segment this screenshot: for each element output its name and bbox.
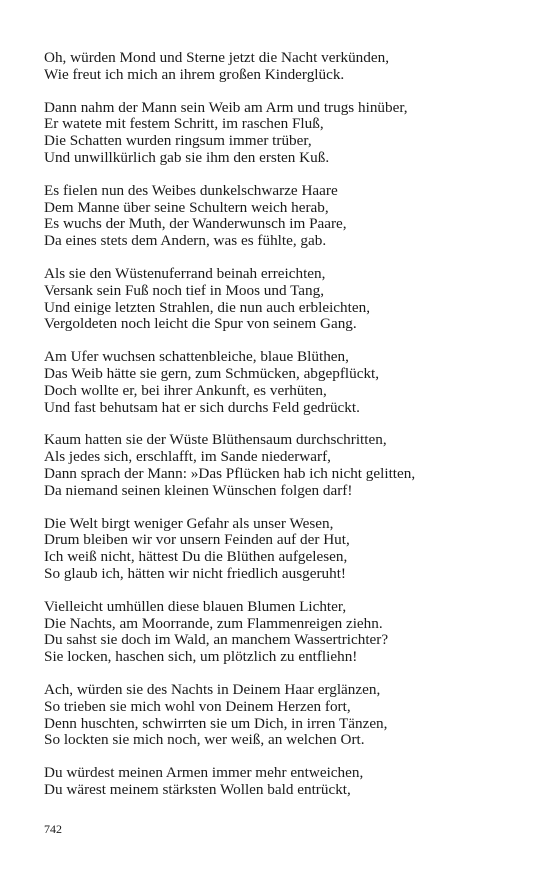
verse-line: Vielleicht umhüllen diese blauen Blumen Lichter,: [44, 597, 347, 615]
verse-line: Dann sprach der Mann: »Das Pflücken hab ich nicht gelitten,: [44, 464, 416, 482]
verse-line: Ach, würden sie des Nachts in Deinem Haar erglänzen,: [44, 680, 381, 698]
verse-line: So trieben sie mich wohl von Deinem Herzen fort,: [44, 697, 351, 715]
verse-line: Da eines stets dem Andern, was es fühlte, gab.: [44, 232, 327, 250]
stanza: [44, 100, 524, 167]
verse-line: Du sahst sie doch im Wald, an manchem Wassertrichter?: [44, 631, 389, 649]
stanza: [44, 599, 524, 666]
stanza: [44, 432, 524, 499]
verse-line: Die Schatten wurden ringsum immer trüber,: [44, 132, 312, 150]
stanza: [44, 765, 524, 799]
verse-line: Die Welt birgt weniger Gefahr als unser Wesen,: [44, 514, 334, 532]
stanza: [44, 266, 524, 333]
verse-line: Dem Manne über seine Schultern weich herab,: [44, 198, 329, 216]
verse-line: Du würdest meinen Armen immer mehr entweichen,: [44, 764, 364, 782]
verse-line: Kaum hatten sie der Wüste Blüthensaum durchschritten,: [44, 431, 387, 449]
stanza: [44, 349, 524, 416]
verse-line: Denn huschten, schwirrten sie um Dich, in irren Tänzen,: [44, 714, 388, 732]
verse-line: Oh, würden Mond und Sterne jetzt die Nacht verkünden,: [44, 49, 390, 66]
verse-line: Dann nahm der Mann sein Weib am Arm und trugs hinüber,: [44, 98, 408, 116]
verse-line: Am Ufer wuchsen schattenbleiche, blaue Blüthen,: [44, 348, 349, 366]
verse-line: Ich weiß nicht, hättest Du die Blüthen aufgelesen,: [44, 548, 348, 566]
stanza: [44, 183, 524, 250]
verse-line: Es wuchs der Muth, der Wanderwunsch im Paare,: [44, 215, 347, 233]
verse-line: Wie freut ich mich an ihrem großen Kinderglück.: [44, 65, 345, 83]
verse-line: So lockten sie mich noch, wer weiß, an welchen Ort.: [44, 731, 365, 749]
stanza: [44, 516, 524, 583]
verse-line: Er watete mit festem Schritt, im raschen Fluß,: [44, 115, 324, 133]
page-number: 742: [44, 822, 62, 836]
verse-line: Es fielen nun des Weibes dunkelschwarze Haare: [44, 181, 338, 199]
verse-line: So glaub ich, hätten wir nicht friedlich ausgeruht!: [44, 564, 346, 582]
poem-text: [44, 50, 524, 815]
verse-line: Du wärest meinem stärksten Wollen bald entrückt,: [44, 780, 351, 798]
verse-line: Und unwillkürlich gab sie ihm den ersten Kuß.: [44, 148, 330, 166]
verse-line: Sie locken, haschen sich, um plötzlich zu entfliehn!: [44, 648, 358, 666]
verse-line: Doch wollte er, bei ihrer Ankunft, es verhüten,: [44, 381, 327, 399]
stanza: [44, 50, 524, 84]
stanza: [44, 682, 524, 749]
verse-line: Und fast behutsam hat er sich durchs Feld gedrückt.: [44, 398, 360, 416]
verse-line: Und einige letzten Strahlen, die nun auch erbleichten,: [44, 298, 370, 316]
verse-line: Das Weib hätte sie gern, zum Schmücken, abgepflückt,: [44, 364, 380, 382]
verse-line: Drum bleiben wir vor unsern Feinden auf der Hut,: [44, 531, 350, 549]
verse-line: Als sie den Wüstenuferrand beinah erreichten,: [44, 264, 326, 282]
verse-line: Die Nachts, am Moorrande, zum Flammenreigen ziehn.: [44, 614, 383, 632]
verse-line: Da niemand seinen kleinen Wünschen folgen darf!: [44, 481, 353, 499]
verse-line: Versank sein Fuß noch tief in Moos und Tang,: [44, 281, 325, 299]
verse-line: Vergoldeten noch leicht die Spur von seinem Gang.: [44, 315, 357, 333]
verse-line: Als jedes sich, erschlafft, im Sande niederwarf,: [44, 448, 331, 466]
